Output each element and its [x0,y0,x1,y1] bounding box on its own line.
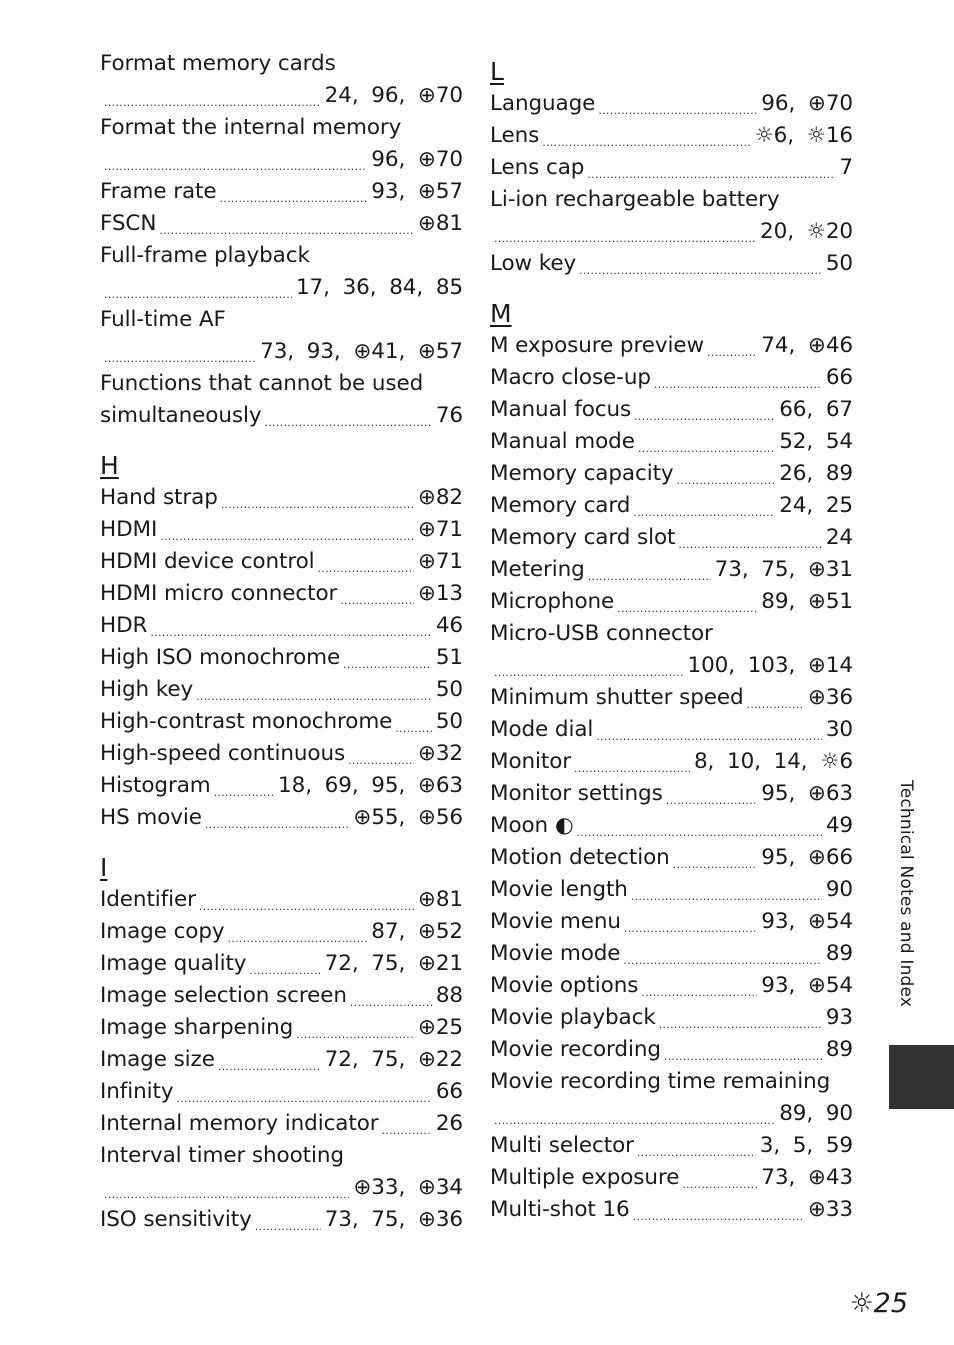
dot-leader [634,394,775,426]
index-entry [100,1172,463,1204]
index-term: Motion detection [490,845,670,870]
index-entry [490,938,853,970]
index-term: Internal memory indicator [100,1111,379,1136]
page-references: 73, ⊕43 [761,1165,853,1190]
dot-leader [176,1076,431,1108]
index-entry [100,546,463,578]
index-term: Memory capacity [490,461,674,486]
section-gap [100,432,463,442]
index-term: Multi selector [490,1133,634,1158]
index-entry [100,948,463,980]
dot-leader [682,1162,757,1194]
index-letter-heading: H [100,451,119,480]
index-column-right [490,48,853,1226]
dot-leader [196,674,432,706]
index-entry [490,152,853,184]
index-term: HDMI [100,517,158,542]
index-entry [490,746,853,778]
dot-leader [576,810,821,842]
page-references: 93 [825,1005,853,1030]
page-references: ⊕25 [417,1015,463,1040]
index-entry [490,970,853,1002]
page-references: 49 [825,813,853,838]
index-term: Format memory cards [100,51,336,76]
index-entry [490,778,853,810]
index-term: Movie recording [490,1037,661,1062]
index-entry [100,368,463,400]
dot-leader [160,514,414,546]
page-references: 95, ⊕63 [761,781,853,806]
page-references: 90 [825,877,853,902]
page-references: 26, 89 [779,461,853,486]
dot-leader [249,948,320,980]
dot-leader [598,88,757,120]
page-number: ☼25 [849,1288,908,1319]
page-references: ⊕36 [807,685,853,710]
index-term: Movie length [490,877,628,902]
index-entry [100,884,463,916]
page-references: ☼6, ☼16 [754,123,853,148]
dot-leader [494,650,684,682]
page-references: 72, 75, ⊕22 [324,1047,463,1072]
index-entry [100,1204,463,1236]
page-references: ⊕82 [417,485,463,510]
dot-leader [318,546,414,578]
index-entry [100,642,463,674]
dot-leader [221,482,414,514]
index-entry [490,906,853,938]
page-references: 52, 54 [779,429,853,454]
page-references: 50 [435,677,463,702]
page-references: ⊕13 [417,581,463,606]
index-entry [490,618,853,650]
dot-leader [214,770,274,802]
index-entry [490,1002,853,1034]
page-references: 30 [825,717,853,742]
index-entry [490,426,853,458]
dot-leader [150,610,431,642]
index-entry [490,810,853,842]
dot-leader [395,706,432,738]
index-term: Multiple exposure [490,1165,680,1190]
index-term: HDR [100,613,148,638]
dot-leader [654,362,822,394]
index-term: M exposure preview [490,333,704,358]
section-gap [490,280,853,290]
page-references: 72, 75, ⊕21 [324,951,463,976]
dot-leader [264,400,431,432]
dot-leader [348,738,414,770]
page-references: 89, ⊕51 [761,589,853,614]
index-letter-heading: I [100,853,108,882]
index-term: Mode dial [490,717,594,742]
index-entry [100,176,463,208]
index-term: Interval timer shooting [100,1143,344,1168]
page-references: ⊕32 [417,741,463,766]
index-entry [100,482,463,514]
section-tab [889,1045,954,1109]
dot-leader [218,1044,321,1076]
index-entry [100,1140,463,1172]
dot-leader [159,208,414,240]
index-entry [490,1162,853,1194]
index-entry [100,208,463,240]
index-term: Li-ion rechargeable battery [490,187,780,212]
page-references: 96, ⊕70 [761,91,853,116]
dot-leader [638,426,775,458]
dot-leader [677,458,776,490]
index-entry [100,48,463,80]
page-references: 96, ⊕70 [371,147,463,172]
page-references: 50 [825,251,853,276]
dot-leader [199,884,414,916]
index-entry [100,610,463,642]
dot-leader [579,248,822,280]
index-entry [490,650,853,682]
page-references: 93, ⊕57 [371,179,463,204]
dot-leader [678,522,821,554]
index-entry [490,682,853,714]
index-entry [100,1076,463,1108]
index-column-left [100,48,463,1236]
index-entry [100,1044,463,1076]
dot-leader [228,916,368,948]
dot-leader [747,682,804,714]
dot-leader [588,554,711,586]
page-references: 89 [825,941,853,966]
dot-leader [617,586,757,618]
index-term: Language [490,91,596,116]
index-entry [100,400,463,432]
index-term: Manual focus [490,397,632,422]
index-term: Identifier [100,887,196,912]
index-term: Movie options [490,973,639,998]
index-term: Macro close-up [490,365,651,390]
section-side-label: Technical Notes and Index [896,780,916,1008]
index-term: Low key [490,251,577,276]
page-references: ⊕71 [417,517,463,542]
index-term: Movie playback [490,1005,656,1030]
dot-leader [340,578,414,610]
dot-leader [641,970,757,1002]
index-entry [490,1066,853,1098]
page-references: 24, 96, ⊕70 [324,83,463,108]
index-entry [490,1098,853,1130]
index-entry [100,674,463,706]
index-term: Lens [490,123,540,148]
page-references: 95, ⊕66 [761,845,853,870]
page-references: 87, ⊕52 [371,919,463,944]
page-references: 51 [435,645,463,670]
dot-leader [587,152,835,184]
page-references: 66, 67 [779,397,853,422]
index-letter-heading: M [490,299,512,328]
dot-leader [205,802,350,834]
dot-leader [220,176,368,208]
dot-leader [255,1204,321,1236]
page-references: 50 [435,709,463,734]
index-term: Image size [100,1047,215,1072]
page-references: 66 [435,1079,463,1104]
dot-leader [494,1098,775,1130]
index-term: Movie recording time remaining [490,1069,831,1094]
index-entry [490,522,853,554]
index-term: Multi-shot 16 [490,1197,630,1222]
index-entry [490,874,853,906]
page-references: 73, 93, ⊕41, ⊕57 [260,339,463,364]
index-term: High-speed continuous [100,741,346,766]
dot-leader [624,906,757,938]
index-entry [100,304,463,336]
index-entry [100,112,463,144]
index-term: Movie mode [490,941,621,966]
page-references: 93, ⊕54 [761,909,853,934]
dot-leader [350,980,432,1012]
index-term: simultaneously [100,403,262,428]
page-references: ⊕55, ⊕56 [353,805,463,830]
index-term: HDMI micro connector [100,581,338,606]
dot-leader [104,1172,349,1204]
page-references: ⊕71 [417,549,463,574]
index-term: Format the internal memory [100,115,402,140]
index-term: Image selection screen [100,983,347,1008]
index-term: Manual mode [490,429,635,454]
index-term: Image quality [100,951,247,976]
dot-leader [596,714,822,746]
page-references: 89, 90 [779,1101,853,1126]
index-term: Memory card [490,493,631,518]
index-entry [100,240,463,272]
index-entry [100,144,463,176]
index-entry [490,458,853,490]
index-entry [490,330,853,362]
index-entry [100,916,463,948]
dot-leader [707,330,757,362]
page-references: 7 [839,155,853,180]
dot-leader [104,80,321,112]
index-entry [100,980,463,1012]
index-entry [100,514,463,546]
index-term: HS movie [100,805,202,830]
dot-leader [637,1130,756,1162]
dot-leader [382,1108,432,1140]
page-references: 89 [825,1037,853,1062]
index-entry [490,554,853,586]
index-term: ISO sensitivity [100,1207,252,1232]
page-references: 76 [435,403,463,428]
index-entry [100,578,463,610]
page-references: 24 [825,525,853,550]
index-term: Memory card slot [490,525,676,550]
page-references: 73, 75, ⊕36 [324,1207,463,1232]
index-entry [100,802,463,834]
index-term: Hand strap [100,485,218,510]
page-references: 17, 36, 84, 85 [295,275,463,300]
index-letter-heading: L [490,57,504,86]
page-references: 66 [825,365,853,390]
index-term: Monitor [490,749,572,774]
page-references: 18, 69, 95, ⊕63 [278,773,463,798]
page-references: 88 [435,983,463,1008]
index-entry [490,184,853,216]
index-term: High-contrast monochrome [100,709,393,734]
index-term: Image sharpening [100,1015,294,1040]
dot-leader [633,1194,804,1226]
index-entry [100,770,463,802]
index-entry [100,1108,463,1140]
dot-leader [542,120,750,152]
dot-leader [664,1034,822,1066]
page-references: 20, ☼20 [760,219,853,244]
dot-leader [659,1002,822,1034]
page-references: ⊕81 [417,211,463,236]
index-term: Image copy [100,919,225,944]
page-references: 26 [435,1111,463,1136]
index-term: Moon ◐ [490,813,574,838]
page-references: 46 [435,613,463,638]
index-entry [100,738,463,770]
index-term: Full-frame playback [100,243,310,268]
index-entry [100,80,463,112]
index-term: HDMI device control [100,549,315,574]
dot-leader [104,336,256,368]
index-entry [490,248,853,280]
dot-leader [666,778,758,810]
page-references: ⊕81 [417,887,463,912]
index-term: Metering [490,557,585,582]
index-entry [490,842,853,874]
page-references: 8, 10, 14, ☼6 [693,749,853,774]
index-term: FSCN [100,211,157,236]
index-term: High ISO monochrome [100,645,341,670]
index-entry [490,394,853,426]
index-term: Frame rate [100,179,217,204]
index-term: Monitor settings [490,781,663,806]
index-term: Movie menu [490,909,621,934]
index-entry [490,362,853,394]
page-references: 3, 5, 59 [759,1133,853,1158]
index-term: Full-time AF [100,307,226,332]
page-references: 100, 103, ⊕14 [687,653,853,678]
index-entry [490,490,853,522]
index-term: Histogram [100,773,211,798]
index-term: Lens cap [490,155,585,180]
index-term: Microphone [490,589,615,614]
dot-leader [631,874,822,906]
dot-leader [494,216,756,248]
page-references: ⊕33 [807,1197,853,1222]
dot-leader [574,746,690,778]
index-term: Functions that cannot be used [100,371,424,396]
page-references: 93, ⊕54 [761,973,853,998]
dot-leader [104,144,367,176]
dot-leader [343,642,432,674]
index-entry [490,714,853,746]
index-term: Infinity [100,1079,174,1104]
index-term: Micro-USB connector [490,621,713,646]
index-term: Minimum shutter speed [490,685,744,710]
index-entry [100,272,463,304]
index-entry [100,336,463,368]
index-entry [490,120,853,152]
dot-leader [673,842,758,874]
page-references: 74, ⊕46 [761,333,853,358]
index-entry [490,216,853,248]
index-entry [490,88,853,120]
index-entry [490,1194,853,1226]
dot-leader [623,938,821,970]
page-references: 24, 25 [779,493,853,518]
page-references: ⊕33, ⊕34 [353,1175,463,1200]
index-entry [490,1130,853,1162]
index-entry [490,586,853,618]
dot-leader [104,272,292,304]
dot-leader [296,1012,414,1044]
index-entry [100,1012,463,1044]
index-entry [100,706,463,738]
dot-leader [633,490,775,522]
page-references: 73, 75, ⊕31 [714,557,853,582]
index-term: High key [100,677,194,702]
section-gap [100,834,463,844]
index-entry [490,1034,853,1066]
